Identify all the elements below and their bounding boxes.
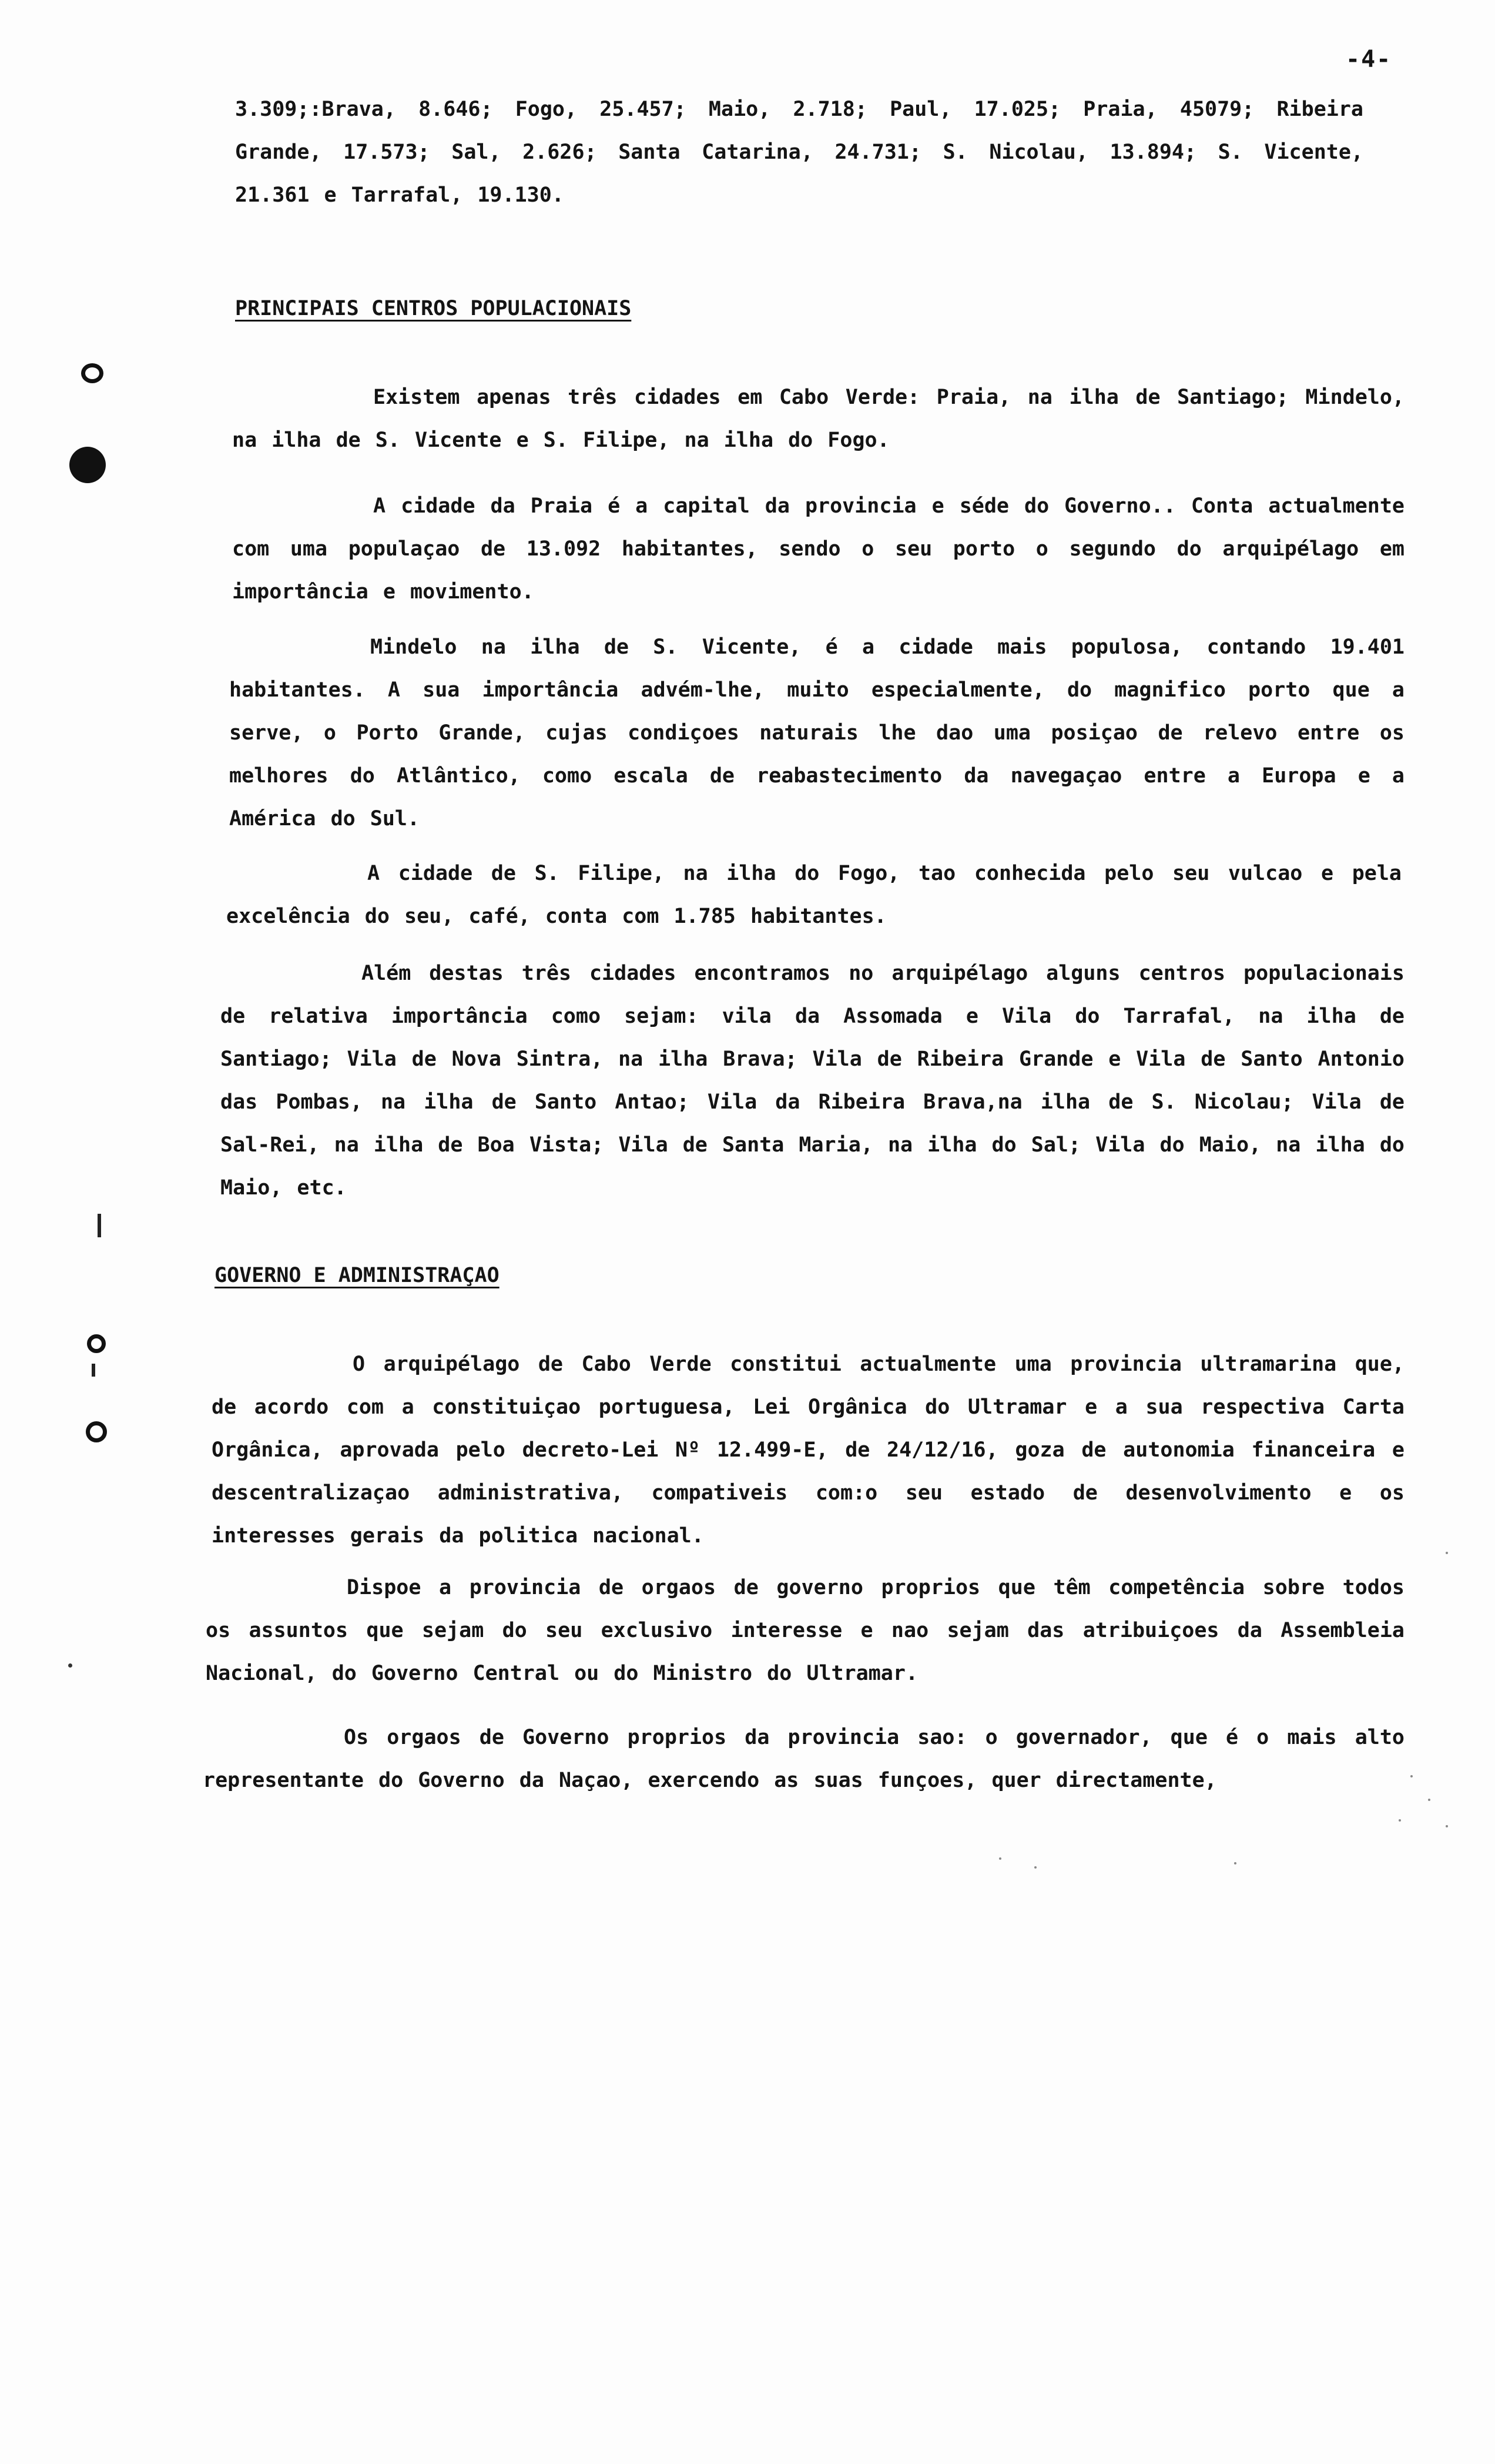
body-paragraph: Dispoe a provincia de orgaos de governo proprios que têm competência sobre todos os assuntos que sejam do seu exclusivo interesse e nao sejam das atribuiçoes da Assembleia Nacional, do Governo Central ou do Ministro do Ultramar. (206, 1576, 1405, 1685)
body-paragraph: Os orgaos de Governo proprios da provincia sao: o governador, que é o mais alto representante do Governo da Naçao, exercendo as suas funçoes, quer directamente, (203, 1726, 1405, 1792)
body-paragraph: Além destas três cidades encontramos no arquipélago alguns centros populacionais de relativa importância como sejam: vila da Assomada e Vila do Tarrafal, na ilha de Santiago; Vila de Nova Sintra, na ilha Brava; Vila de Ribeira Grande e Vila de Santo Antonio das Pombas, na ilha de Santo Antao; Vila da Ribeira Brava,na ilha de S. Nicolau; Vila de Sal-Rei, na ilha de Boa Vista; Vila de Santa Maria, na ilha do Sal; Vila do Maio, na ilha do Maio, etc. (220, 962, 1405, 1200)
punch-hole-mark (81, 363, 103, 383)
punch-hole-mark (69, 447, 106, 483)
scan-mark (98, 1214, 101, 1237)
body-paragraph: O arquipélago de Cabo Verde constitui actualmente uma provincia ultramarina que, de acordo com a constituiçao portuguesa, Lei Orgânica do Ultramar e a sua respectiva Carta Orgânica, aprovada pelo decreto-Lei Nº 12.499-E, de 24/12/16, goza de autonomia financeira e descentralizaçao administrativa, compativeis com:o seu estado de desenvolvimento e os interesses gerais da politica nacional. (212, 1352, 1405, 1548)
scan-speckle (999, 1857, 1001, 1860)
scan-speckle (1399, 1819, 1401, 1822)
punch-hole-mark (86, 1421, 107, 1442)
scan-mark (92, 1364, 95, 1377)
body-paragraph: Existem apenas três cidades em Cabo Verde: Praia, na ilha de Santiago; Mindelo, na ilha de S. Vicente e S. Filipe, na ilha do Fogo. (232, 386, 1405, 452)
scan-speckle (1234, 1862, 1236, 1864)
scan-speckle (1446, 1552, 1448, 1554)
scan-speckle (1410, 1775, 1413, 1777)
scan-speckle (1446, 1825, 1448, 1827)
scan-mark (68, 1663, 72, 1668)
scan-speckle (1034, 1866, 1037, 1869)
statistics-paragraph: 3.309;:Brava, 8.646; Fogo, 25.457; Maio, 2.718; Paul, 17.025; Praia, 45079; Ribeira Grande, 17.573; Sal, 2.626; Santa Catarina, 24.731; S. Nicolau, 13.894; S. Vicente, 21.361 e Tarrafal, 19.130. (235, 98, 1363, 207)
body-paragraph: A cidade da Praia é a capital da provincia e séde do Governo.. Conta actualmente com uma populaçao de 13.092 habitantes, sendo o seu porto o segundo do arquipélago em importância e movimento. (232, 494, 1405, 604)
section-heading-population-centres: PRINCIPAIS CENTROS POPULACIONAIS (235, 297, 632, 320)
punch-hole-mark (87, 1334, 106, 1353)
page-number: -4- (1346, 46, 1392, 73)
body-paragraph: A cidade de S. Filipe, na ilha do Fogo, tao conhecida pelo seu vulcao e pela excelência do seu, café, conta com 1.785 habitantes. (226, 862, 1402, 928)
scan-speckle (1428, 1799, 1430, 1801)
body-paragraph: Mindelo na ilha de S. Vicente, é a cidade mais populosa, contando 19.401 habitantes. A sua importância advém-lhe, muito especialmente, do magnifico porto que a serve, o Porto Grande, cujas condiçoes naturais lhe dao uma posiçao de relevo entre os melhores do Atlântico, como escala de reabastecimento da navegaçao entre a Europa e a América do Sul. (229, 635, 1405, 831)
section-heading-government: GOVERNO E ADMINISTRAÇAO (214, 1264, 500, 1287)
